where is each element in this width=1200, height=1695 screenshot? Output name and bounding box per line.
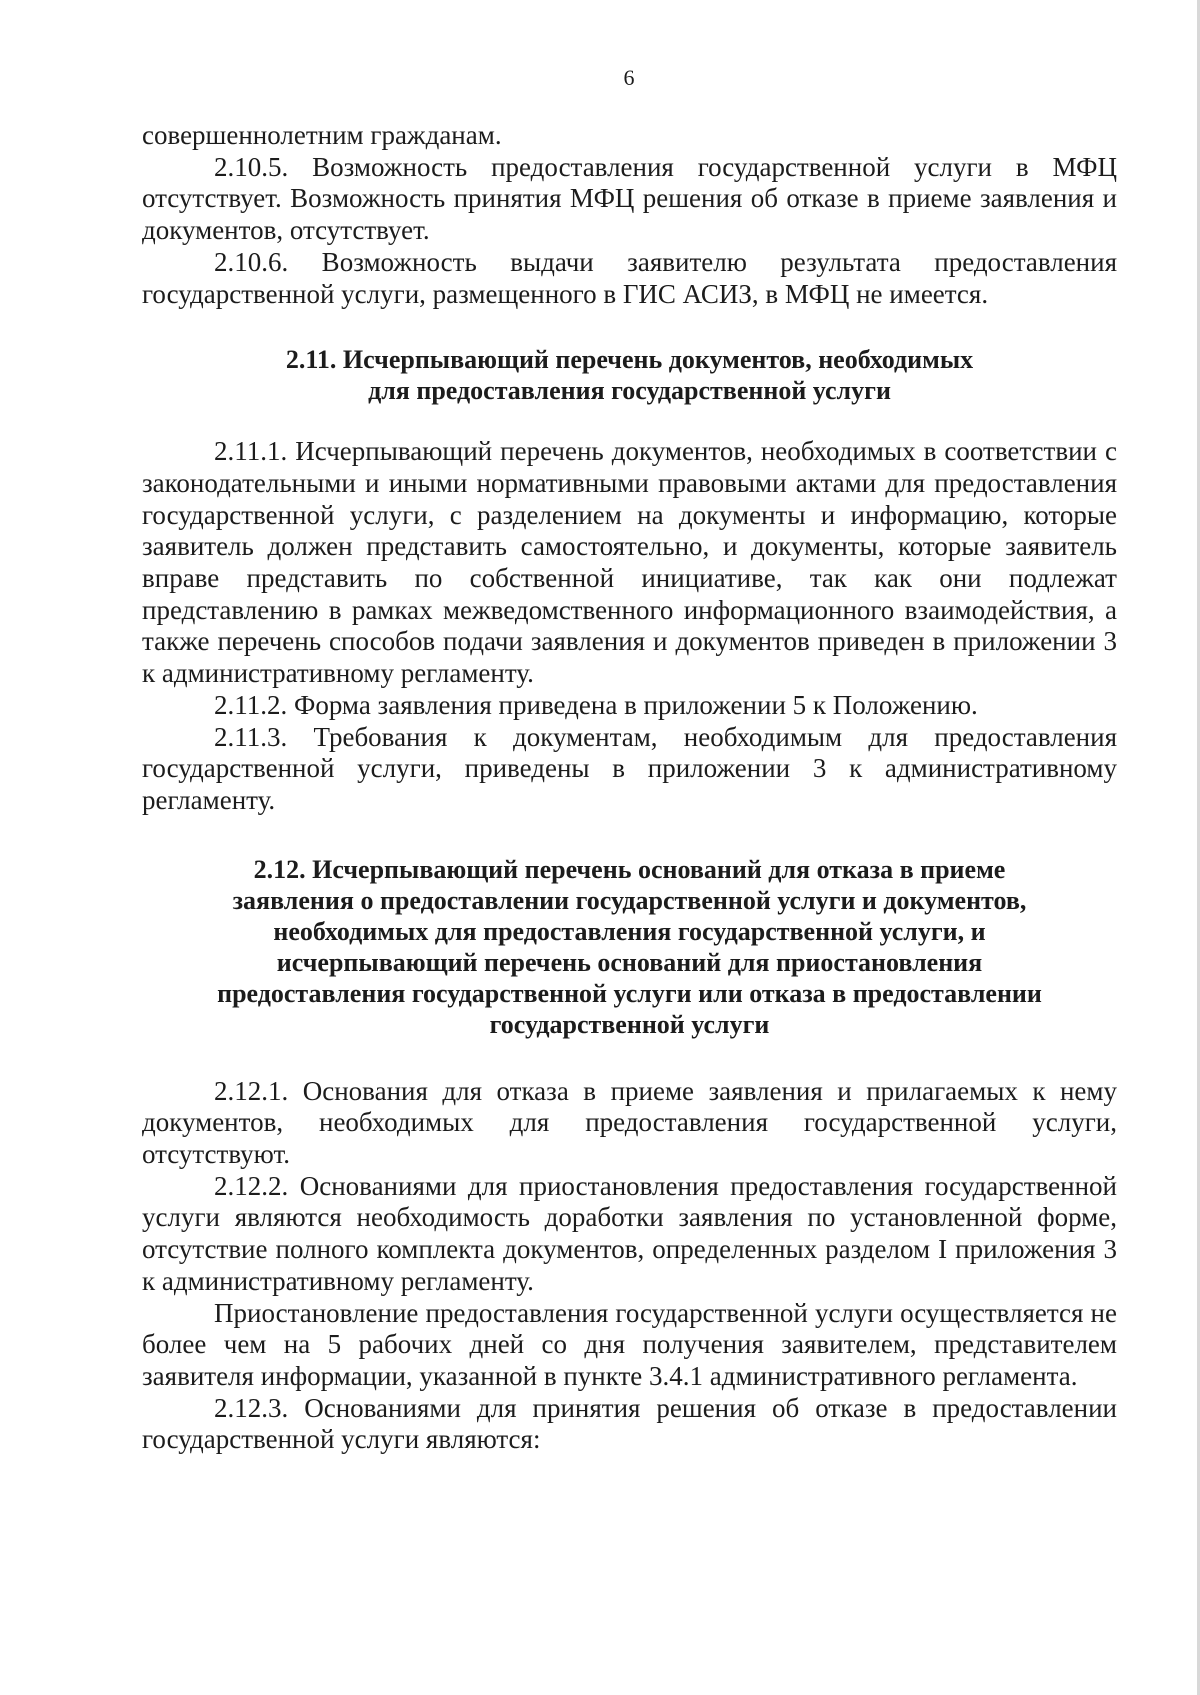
paragraph-2-12-1: 2.12.1. Основания для отказа в приеме заявления и прилагаемых к нему документов, необходимых для предоставления государственной услуги, отсутствуют.: [142, 1075, 1117, 1170]
paragraph-2-12-2: 2.12.2. Основаниями для приостановления предоставления государственной услуги являются необходимость доработки заявления по установленной форме, отсутствие полного комплекта документов, определенных разделом I приложения 3 к административному регламенту.: [142, 1170, 1117, 1296]
heading-line: предоставления государственной услуги или отказа в предоставлении: [217, 978, 1042, 1008]
paragraph-2-12-3: 2.12.3. Основаниями для принятия решения об отказе в предоставлении государственной услуги являются:: [142, 1392, 1117, 1455]
paragraph-2-10-5: 2.10.5. Возможность предоставления государственной услуги в МФЦ отсутствует. Возможность принятия МФЦ решения об отказе в приеме заявления и документов, отсутствует.: [142, 151, 1117, 246]
heading-line: заявления о предоставлении государственной услуги и документов,: [232, 885, 1027, 915]
page-number: 6: [623, 65, 635, 90]
heading-line: необходимых для предоставления государственной услуги, и: [273, 916, 986, 946]
paragraph-2-10-6: 2.10.6. Возможность выдачи заявителю результата предоставления государственной услуги, размещенного в ГИС АСИЗ, в МФЦ не имеется.: [142, 246, 1117, 309]
heading-line: исчерпывающий перечень оснований для приостановления: [276, 947, 983, 977]
paragraph-2-11-3: 2.11.3. Требования к документам, необходимым для предоставления государственной услуги, приведены в приложении 3 к административному регламенту.: [142, 721, 1117, 815]
heading-line: для предоставления государственной услуги: [368, 376, 891, 406]
section-heading-2-12: [142, 854, 1117, 1040]
section-heading-2-11: [142, 344, 1117, 406]
paragraph-2-11-1: 2.11.1. Исчерпывающий перечень документов, необходимых в соответствии с законодательными и иными нормативными правовыми актами для предоставления государственной услуги, с разделением на документы и информацию, которые заявитель должен представить самостоятельно, и документы, которые заявитель вправе представить по собственной инициативе, так как они подлежат представлению в рамках межведомственного информационного взаимодействия, а также перечень способов подачи заявления и документов приведен в приложении 3 к административному регламенту.: [142, 436, 1117, 689]
document-body: [142, 120, 1117, 1456]
paragraph-suspension: Приостановление предоставления государственной услуги осуществляется не более чем на 5 рабочих дней со дня получения заявителем, представителем заявителя информации, указанной в пункте 3.4.1 административного регламента.: [142, 1297, 1117, 1391]
paragraph-2-10-4-tail: совершеннолетним гражданам.: [142, 120, 502, 150]
paragraph-2-11-2: 2.11.2. Форма заявления приведена в приложении 5 к Положению.: [214, 689, 978, 720]
heading-line: государственной услуги: [489, 1009, 770, 1039]
heading-line: 2.12. Исчерпывающий перечень оснований для отказа в приеме: [253, 854, 1006, 884]
heading-line: 2.11. Исчерпывающий перечень документов, необходимых: [285, 345, 974, 375]
